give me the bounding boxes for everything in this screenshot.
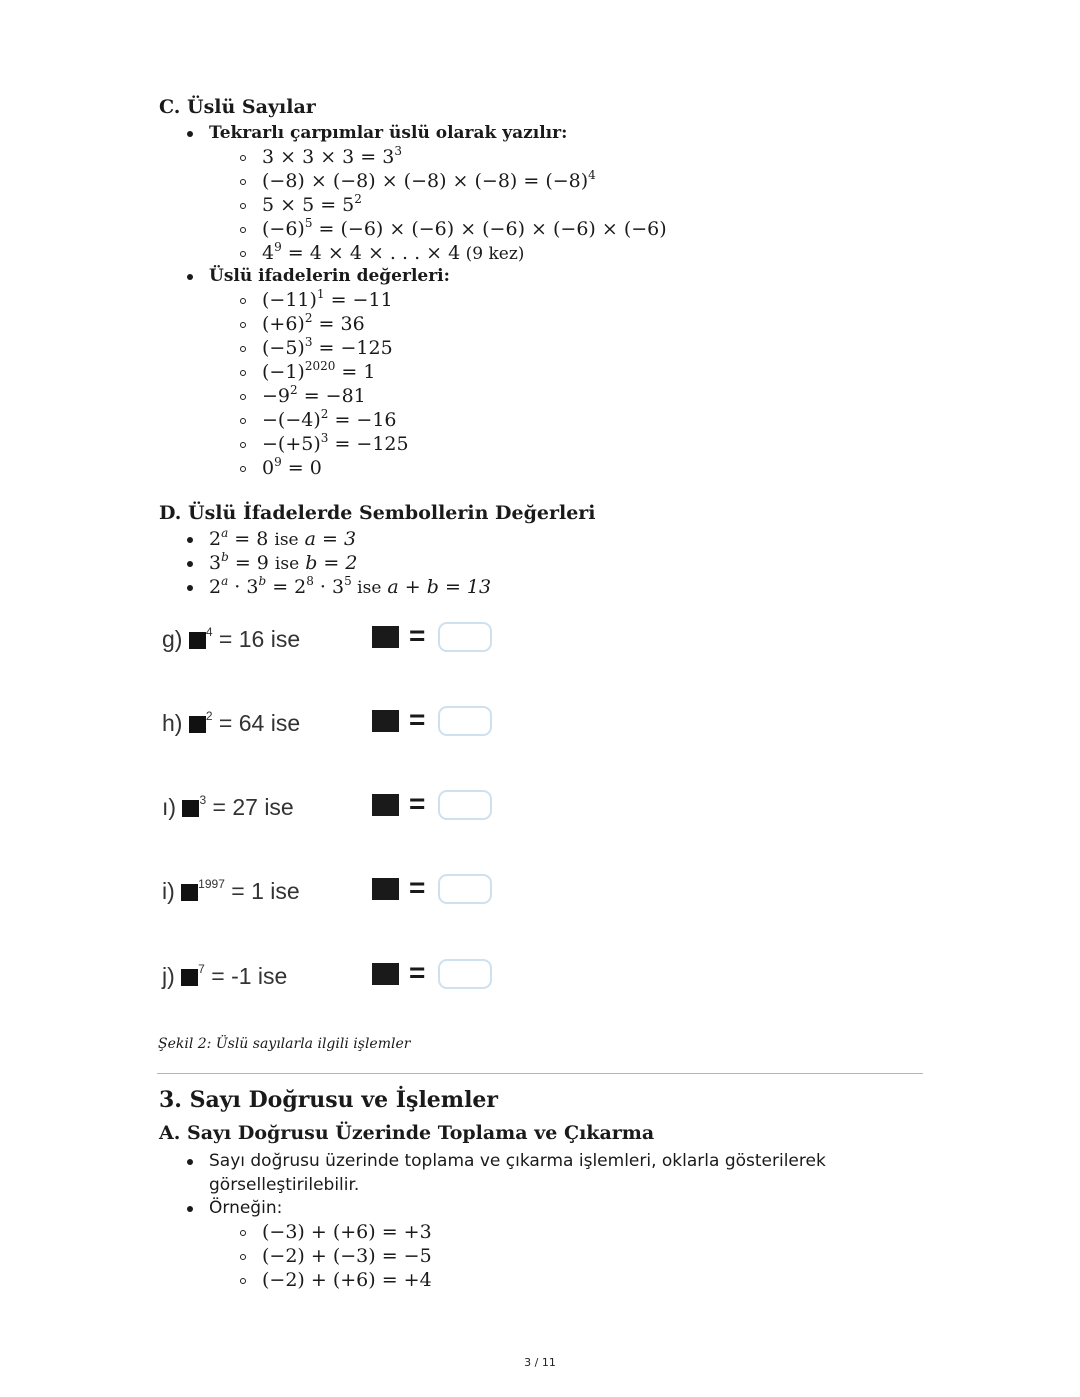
list-item: $-(+5)^3 = -125$ [262, 431, 409, 455]
exercise-j-label: j) $^7$ = -1 ise [162, 962, 288, 989]
exercise-i-label: i) $^{1997}$ = 1 ise [162, 877, 300, 904]
bullet-number-line-text: Sayı doğrusu üzerinde toplama ve çıkarma işlemleri, oklarla gösterilerek [209, 1151, 826, 1171]
answer-input-j[interactable] [438, 959, 492, 989]
sub-bullet [240, 370, 246, 376]
list-item: $(+6)^2 = 36$ [262, 311, 365, 335]
sub-bullet [240, 394, 246, 400]
black-square-icon [372, 710, 399, 732]
list-item: $(-8) \times (-8) \times (-8) \times (-8) = (-8)^4$ [262, 168, 596, 192]
black-square-icon [372, 963, 399, 985]
list-item: $-9^2 = -81$ [262, 383, 366, 407]
section-3a-title: A. Sayı Doğrusu Üzerinde Toplama ve Çıkarma [159, 1122, 655, 1144]
sub-bullet [240, 322, 246, 328]
black-square-icon [182, 800, 199, 817]
bullet-repeated-multiplication: Tekrarlı çarpımlar üslü olarak yazılır: [209, 123, 568, 143]
sub-bullet [240, 1254, 246, 1260]
answer-input-i[interactable] [438, 874, 492, 904]
section-c-title: C. Üslü Sayılar [159, 96, 316, 118]
list-item: $2^a = 8$ ise a = 3 [209, 526, 357, 550]
bullet-dot [187, 537, 193, 543]
sub-bullet [240, 298, 246, 304]
list-item: (−2) + (+6) = +4 [262, 1269, 432, 1291]
list-item: (−3) + (+6) = +3 [262, 1221, 432, 1243]
exercise-h-label: h) $^2$ = 64 ise [162, 709, 301, 736]
exercise-g-label: g) $^4$ = 16 ise [162, 625, 301, 652]
sub-bullet [240, 1278, 246, 1284]
list-item: $(-5)^3 = -125$ [262, 335, 393, 359]
list-item: $(-1)^{2020} = 1$ [262, 359, 376, 383]
list-item: $(-6)^5 = (-6) \times (-6) \times (-6) \times (-6) \times (-6)$ [262, 216, 667, 240]
list-item: $(-11)^1 = -11$ [262, 287, 393, 311]
list-item: $4^9 = 4 \times 4$ × . . . × 4 (9 kez) [262, 240, 525, 264]
equals-sign: = [409, 872, 426, 903]
bullet-dot [187, 1206, 193, 1212]
bullet-dot [187, 131, 193, 137]
bullet-dot [187, 585, 193, 591]
sub-bullet [240, 203, 246, 209]
black-square-icon [372, 878, 399, 900]
sub-bullet [240, 1230, 246, 1236]
list-item: $5 \times 5 = 5^2$ [262, 192, 362, 216]
sub-bullet [240, 179, 246, 185]
bullet-dot [187, 561, 193, 567]
sub-bullet [240, 155, 246, 161]
black-square-icon [372, 626, 399, 648]
answer-input-g[interactable] [438, 622, 492, 652]
sub-bullet [240, 227, 246, 233]
sub-bullet [240, 418, 246, 424]
sub-bullet [240, 442, 246, 448]
list-item: $-(-4)^2 = -16$ [262, 407, 397, 431]
black-square-icon [181, 969, 198, 986]
bullet-dot [187, 1159, 193, 1165]
answer-input-h[interactable] [438, 706, 492, 736]
figure-caption: Şekil 2: Üslü sayılarla ilgili işlemler [158, 1036, 411, 1052]
section-d-title: D. Üslü İfadelerde Sembollerin Değerleri [159, 502, 596, 524]
section-3-title: 3. Sayı Doğrusu ve İşlemler [159, 1087, 499, 1113]
sub-bullet [240, 466, 246, 472]
equals-sign: = [409, 620, 426, 651]
sub-bullet [240, 346, 246, 352]
equals-sign: = [409, 704, 426, 735]
bullet-example-label: Örneğin: [209, 1198, 283, 1218]
black-square-icon [181, 884, 198, 901]
list-item: $0^9 = 0$ [262, 455, 322, 479]
list-item: $3^b = 9$ ise b = 2 [209, 550, 358, 574]
list-item: $3 \times 3 \times 3 = 3^3$ [262, 144, 402, 168]
bullet-exponent-values: Üslü ifadelerin değerleri: [209, 266, 450, 286]
black-square-icon [372, 794, 399, 816]
page-number: 3 / 11 [524, 1356, 556, 1369]
list-item: $2^a \cdot 3^b = 2^8 \cdot 3^5$ ise a + b = 13 [209, 574, 492, 598]
bullet-dot [187, 274, 193, 280]
exercise-i-dotless-label: ı) $^3$ = 27 ise [162, 793, 294, 820]
equals-sign: = [409, 788, 426, 819]
equals-sign: = [409, 957, 426, 988]
sub-bullet [240, 251, 246, 257]
divider [157, 1073, 923, 1074]
answer-input-i-dotless[interactable] [438, 790, 492, 820]
black-square-icon [189, 632, 206, 649]
list-item: (−2) + (−3) = −5 [262, 1245, 432, 1267]
black-square-icon [189, 716, 206, 733]
bullet-number-line-text-cont: görselleştirilebilir. [209, 1175, 360, 1195]
